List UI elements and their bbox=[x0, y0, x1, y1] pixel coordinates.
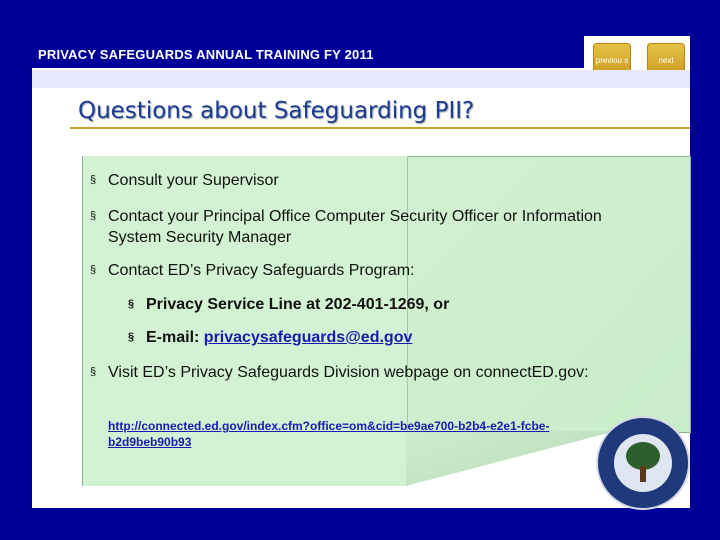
header-title: PRIVACY SAFEGUARDS ANNUAL TRAINING FY 2011 bbox=[38, 47, 374, 62]
email-link[interactable]: privacysafeguards@ed.gov bbox=[203, 329, 413, 346]
previous-label: previou s bbox=[595, 56, 629, 65]
page-title: Questions about Safeguarding PII? bbox=[78, 98, 475, 124]
list-item: § Contact ED’s Privacy Safeguards Program: bbox=[90, 260, 650, 281]
header-strip bbox=[32, 70, 690, 88]
tree-trunk-icon bbox=[640, 466, 646, 482]
list-item: § Contact your Principal Office Computer Security Officer or Information System Security Manager bbox=[90, 206, 650, 248]
list-item: § Consult your Supervisor bbox=[90, 170, 650, 191]
list-item-sub: § Privacy Service Line at 202-401-1269, or bbox=[128, 294, 650, 315]
list-item: § Visit ED’s Privacy Safeguards Division webpage on connectED.gov: bbox=[90, 362, 650, 383]
content-list bbox=[90, 170, 650, 383]
next-label: next bbox=[658, 56, 674, 65]
webpage-link[interactable]: http://connected.ed.gov/index.cfm?office=om&cid=be9ae700-b2b4-e2e1-fcbe-b2d9beb90b93 bbox=[108, 419, 550, 449]
department-seal bbox=[596, 416, 690, 510]
list-item-sub bbox=[128, 327, 650, 348]
email-label: E-mail: bbox=[146, 329, 204, 346]
title-underline bbox=[70, 127, 690, 129]
seal-center bbox=[614, 434, 672, 492]
